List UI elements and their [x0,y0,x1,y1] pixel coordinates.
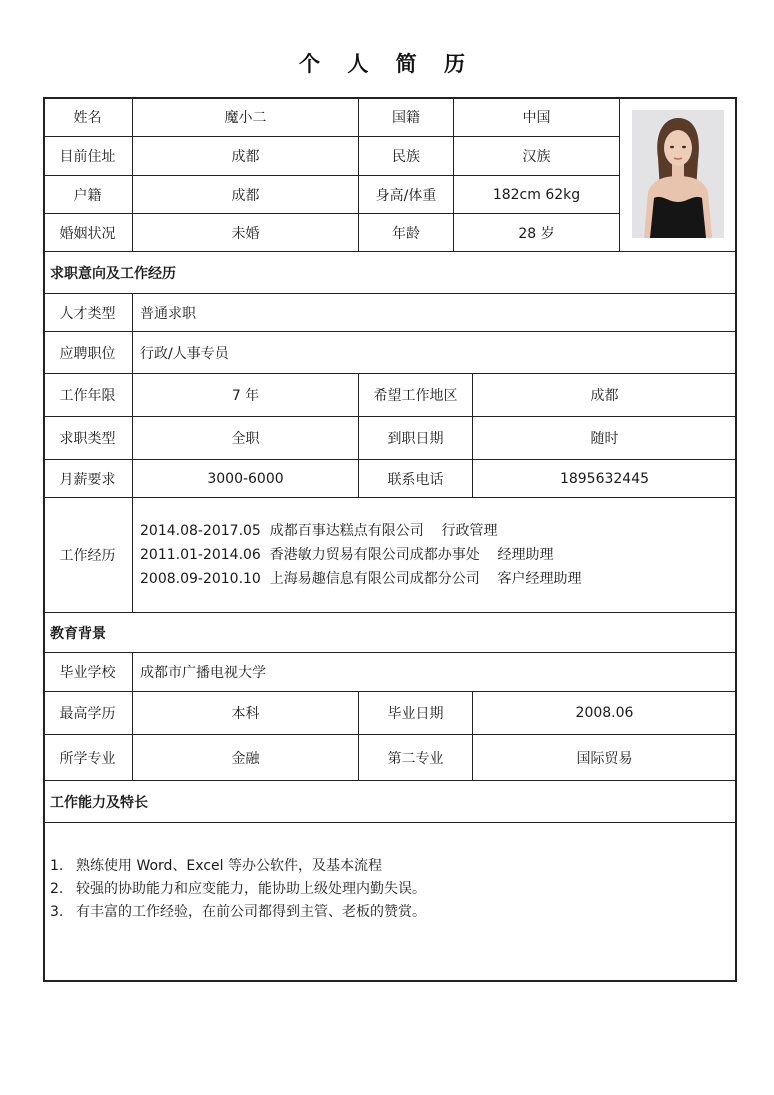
second-major-value: 国际贸易 [473,735,737,781]
jobtype-label: 求职类型 [43,417,133,460]
ethnicity-label: 民族 [359,137,454,176]
section-job: 求职意向及工作经历 [43,252,737,294]
hukou-value: 成都 [133,176,359,214]
salary-value: 3000-6000 [133,460,359,498]
position-label: 应聘职位 [43,332,133,374]
salary-label: 月薪要求 [43,460,133,498]
phone-label: 联系电话 [359,460,473,498]
list-text: 较强的协助能力和应变能力，能协助上级处理内勤失误。 [76,881,426,897]
degree-value: 本科 [133,692,359,735]
list-number: 2. [50,881,64,897]
talent-value: 普通求职 [133,294,737,332]
area-label: 希望工作地区 [359,374,473,417]
address-label: 目前住址 [43,137,133,176]
avatar [632,110,724,238]
photo-cell [620,97,737,252]
start-label: 到职日期 [359,417,473,460]
experience-item: 2008.09-2010.10 上海易趣信息有限公司成都分公司 客户经理助理 [140,571,582,587]
grad-value: 2008.06 [473,692,737,735]
marital-label: 婚姻状况 [43,214,133,252]
address-value: 成都 [133,137,359,176]
experience-label: 工作经历 [43,498,133,613]
degree-label: 最高学历 [43,692,133,735]
jobtype-value: 全职 [133,417,359,460]
section-skills: 工作能力及特长 [43,781,737,823]
height-weight-label: 身高/体重 [359,176,454,214]
height-weight-value: 182cm 62kg [454,176,620,214]
school-value: 成都市广播电视大学 [133,653,737,692]
name-label: 姓名 [43,97,133,137]
list-number: 3. [50,904,64,920]
list-item [50,855,382,878]
hukou-label: 户籍 [43,176,133,214]
section-education: 教育背景 [43,613,737,653]
start-value: 随时 [473,417,737,460]
age-label: 年龄 [359,214,454,252]
second-major-label: 第二专业 [359,735,473,781]
position-value: 行政/人事专员 [133,332,737,374]
list-item [50,878,426,901]
nationality-value: 中国 [454,97,620,137]
list-text: 有丰富的工作经验，在前公司都得到主管、老板的赞赏。 [76,904,426,920]
school-label: 毕业学校 [43,653,133,692]
list-text: 熟练使用 Word、Excel 等办公软件，及基本流程 [76,858,382,874]
major-value: 金融 [133,735,359,781]
skills-list [43,823,737,982]
list-item [50,901,426,924]
grad-label: 毕业日期 [359,692,473,735]
experience-item: 2014.08-2017.05 成都百事达糕点有限公司 行政管理 [140,523,498,539]
years-value: 7 年 [133,374,359,417]
marital-value: 未婚 [133,214,359,252]
area-value: 成都 [473,374,737,417]
years-label: 工作年限 [43,374,133,417]
talent-label: 人才类型 [43,294,133,332]
phone-value: 1895632445 [473,460,737,498]
list-number: 1. [50,858,64,874]
ethnicity-value: 汉族 [454,137,620,176]
experience-item: 2011.01-2014.06 香港敏力贸易有限公司成都办事处 经理助理 [140,547,554,563]
age-value: 28 岁 [454,214,620,252]
experience-list [133,498,737,613]
name-value: 魔小二 [133,97,359,137]
nationality-label: 国籍 [359,97,454,137]
page-title: 个 人 简 历 [299,52,475,76]
major-label: 所学专业 [43,735,133,781]
